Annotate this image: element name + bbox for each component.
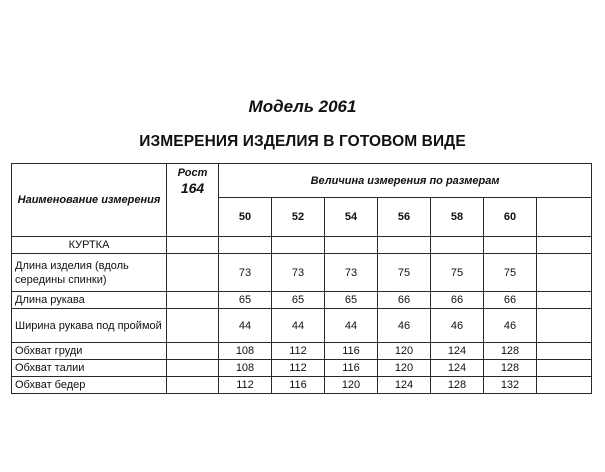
measurement-name: Обхват талии xyxy=(12,360,167,377)
table-row xyxy=(12,377,592,394)
measurement-value: 116 xyxy=(325,343,378,360)
height-value: 164 xyxy=(180,180,205,196)
measurement-value: 75 xyxy=(484,254,537,292)
measurement-value: 108 xyxy=(219,360,272,377)
measurement-value: 108 xyxy=(219,343,272,360)
measurement-value: 120 xyxy=(325,377,378,394)
measurement-value: 75 xyxy=(378,254,431,292)
size-header: 60 xyxy=(484,198,537,237)
measurement-value: 73 xyxy=(325,254,378,292)
measurement-value: 132 xyxy=(484,377,537,394)
measurement-value: 73 xyxy=(219,254,272,292)
model-title: Модель 2061 xyxy=(248,97,357,116)
measurement-value xyxy=(537,309,592,343)
measurement-value xyxy=(537,377,592,394)
table-row xyxy=(12,360,592,377)
measurements-table xyxy=(11,163,592,394)
size-header: 56 xyxy=(378,198,431,237)
measurement-name: Длина рукава xyxy=(12,292,167,309)
measurement-name: Обхват бедер xyxy=(12,377,167,394)
table-cell xyxy=(219,237,272,254)
page-heading: ИЗМЕРЕНИЯ ИЗДЕЛИЯ В ГОТОВОМ ВИДЕ xyxy=(139,133,466,150)
table-cell xyxy=(272,237,325,254)
measurement-value: 120 xyxy=(378,343,431,360)
table-row xyxy=(12,309,592,343)
size-header xyxy=(537,198,592,237)
measurement-value: 112 xyxy=(219,377,272,394)
measurement-value xyxy=(537,343,592,360)
measurement-value: 65 xyxy=(219,292,272,309)
size-header: 54 xyxy=(325,198,378,237)
measurement-value: 66 xyxy=(431,292,484,309)
measurement-value xyxy=(537,360,592,377)
table-cell xyxy=(167,237,219,254)
measurement-value: 46 xyxy=(431,309,484,343)
table-cell xyxy=(537,237,592,254)
measurement-value: 120 xyxy=(378,360,431,377)
height-cell xyxy=(167,254,219,292)
height-cell xyxy=(167,343,219,360)
measurement-value: 44 xyxy=(325,309,378,343)
height-label: Рост xyxy=(177,167,208,179)
size-range-header: Величина измерения по размерам xyxy=(219,164,592,198)
measurement-name: Ширина рукава под проймой xyxy=(12,309,167,343)
section-label: КУРТКА xyxy=(12,237,167,254)
measurement-value: 46 xyxy=(378,309,431,343)
height-cell xyxy=(167,360,219,377)
measurement-value: 46 xyxy=(484,309,537,343)
height-cell xyxy=(167,292,219,309)
size-header: 58 xyxy=(431,198,484,237)
height-column-header xyxy=(167,164,219,237)
measurement-value: 66 xyxy=(484,292,537,309)
height-cell xyxy=(167,377,219,394)
measurement-value: 44 xyxy=(272,309,325,343)
measurement-value: 128 xyxy=(431,377,484,394)
measurement-value: 128 xyxy=(484,360,537,377)
measurement-value: 116 xyxy=(272,377,325,394)
measurement-value: 75 xyxy=(431,254,484,292)
measurement-value: 112 xyxy=(272,343,325,360)
measurement-value: 44 xyxy=(219,309,272,343)
size-header: 50 xyxy=(219,198,272,237)
measurement-value: 124 xyxy=(431,360,484,377)
measurement-name: Обхват груди xyxy=(12,343,167,360)
table-row xyxy=(12,254,592,292)
measurement-value xyxy=(537,254,592,292)
measurement-name: Длина изделия (вдоль середины спинки) xyxy=(12,254,167,292)
table-cell xyxy=(431,237,484,254)
table-row xyxy=(12,292,592,309)
measurement-value: 112 xyxy=(272,360,325,377)
size-header: 52 xyxy=(272,198,325,237)
measurement-value: 66 xyxy=(378,292,431,309)
measurement-value: 65 xyxy=(325,292,378,309)
table-cell xyxy=(484,237,537,254)
measurement-value xyxy=(537,292,592,309)
table-cell xyxy=(325,237,378,254)
measurement-value: 124 xyxy=(431,343,484,360)
measurement-value: 124 xyxy=(378,377,431,394)
measurement-value: 73 xyxy=(272,254,325,292)
measurement-value: 128 xyxy=(484,343,537,360)
measurement-value: 65 xyxy=(272,292,325,309)
measurement-value: 116 xyxy=(325,360,378,377)
table-cell xyxy=(378,237,431,254)
name-column-header: Наименование измерения xyxy=(12,164,167,237)
table-row xyxy=(12,343,592,360)
height-cell xyxy=(167,309,219,343)
